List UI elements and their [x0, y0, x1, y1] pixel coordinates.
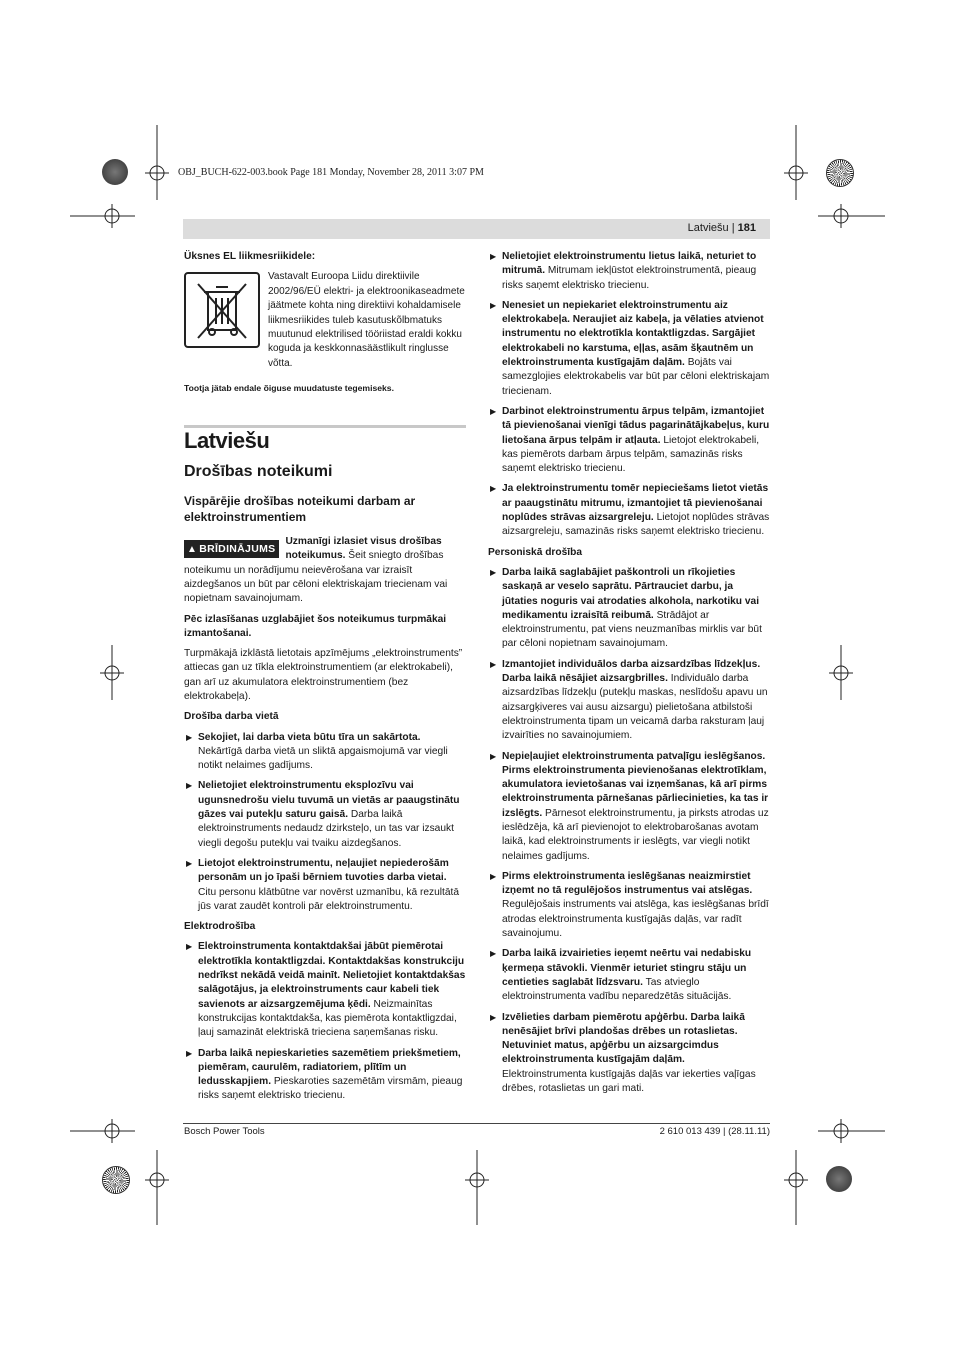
triangle-right-icon: ▶ [186, 732, 193, 742]
registration-mark-icon [70, 204, 135, 228]
list-item [488, 299, 770, 399]
item-text: Neizmainītas konstrukcijas kontaktdakša, kas piemērota kontaktligzdai, ļauj samazināt elektriskā trieciena saņemšanas risku. [198, 998, 457, 1039]
keep-instructions: Pēc izlasīšanas uzglabājiet šos noteikumus turpmākai izmantošanai. [184, 613, 447, 639]
registration-mark-icon [784, 1150, 808, 1225]
registration-mark-icon [145, 125, 169, 200]
footer-doc-number: 2 610 013 439 | (28.11.11) [659, 1126, 770, 1137]
item-bold: Nelietojiet elektroinstrumentu eksplozīvu vai ugunsnedrošu vielu tuvumā un vietās ar paaugstinātu gāzes vai putekļu saturu gaisā. [198, 780, 460, 821]
item-text: Citu personu klātbūtne var novērst uzmanību, kā rezultātā jūs varat zaudēt kontroli pār elektroinstrumentu. [198, 886, 460, 912]
list-item [184, 779, 466, 850]
item-text: Elektroinstrumenta kustīgajās daļās var iekerties vaļīgas drēbes, rotaslietas un gari mati. [502, 1068, 756, 1095]
triangle-right-icon: ▶ [490, 659, 497, 669]
item-text: Mitrumam iekļūstot elektroinstrumentā, pieaug risks saņemt elektrisko triecienu. [502, 265, 757, 291]
language-title: Latviešu [184, 428, 270, 454]
item-text: Pieskaroties sazemētām virsmām, pieaug risks saņemt elektrisko triecienu. [198, 1076, 463, 1102]
list-item [488, 482, 770, 539]
safety-title: Drošības noteikumi [184, 462, 333, 480]
triangle-right-icon: ▶ [186, 858, 193, 868]
item-text: Darba laikā elektroinstruments nedaudz dzirksteļo, un tas var izsaukt viegli degošu putekļu vai tvaiku aizdegšanos. [198, 809, 454, 849]
item-text: Bojāts vai samezglojies elektrokabelis var būt par cēloni elektriskajam triecienam. [502, 357, 770, 397]
crossed-out-wheelie-bin-icon [184, 272, 260, 348]
item-bold: Izmantojiet individuālos darba aizsardzības līdzekļus. Darba laikā nēsājiet aizsargbrilles. [502, 658, 761, 685]
item-bold: Sekojiet, lai darba vieta būtu tīra un sakārtota. [198, 731, 421, 743]
right-column [488, 250, 770, 1102]
item-bold: Ja elektroinstrumentu tomēr nepieciešams lietot vietās ar paaugstinātu mitrumu, izmantojiet tā pievienošanai noplūdes strāvas aizsargreleju. [502, 483, 769, 524]
item-bold: Izvēlieties darbam piemērotu apģērbu. Darba laikā nenēsājiet brīvi plandošas drēbes un rotaslietas. Netuviniet matus, apģērbu un aizsargcimdus elektroinstrumenta kustīgajām daļām. [502, 1011, 745, 1066]
list-item [184, 940, 466, 1040]
list-item [488, 405, 770, 476]
warning-badge [184, 540, 279, 558]
item-text: Strādājot ar elektroinstrumentu, pat viens neuzmanības mirklis var būt par cēloni nopietnam savainojumam. [502, 609, 762, 650]
item-bold: Elektroinstrumenta kontaktdakšai jābūt piemērotai elektrotīkla kontaktligzdai. Kontaktdakšas konstrukciju nedrīkst nekādā veidā mainīt. Nelietojiet kontaktdakšas salāgotājus, ja elektroinstruments caur kabeli tiek savienots ar aizsargzemējuma ķēdi. [198, 941, 466, 1010]
item-bold: Darba laikā izvairieties ieņemt neērtu vai nedabisku ķermeņa stāvokli. Vienmēr ieturiet stingru stāju un centieties saglabāt līdzsvaru. [502, 948, 752, 988]
registration-mark-icon [818, 204, 885, 228]
registration-mark-icon [100, 645, 124, 700]
item-bold: Nepieļaujiet elektroinstrumenta patvaļīgu ieslēgšanos. Pirms elektroinstrumenta pievienošanas elektrotīklam, akumulatora ievietošanas vai izņemšanas, kā arī pirms elektroinstrumenta pārnešanas pārliecinieties, ka tas ir izslēgts. [502, 750, 769, 819]
triangle-right-icon: ▶ [490, 1012, 497, 1022]
list-item [488, 870, 770, 941]
item-text: Lietojot elektrokabeli, kas piemērots darbam ārpus telpām, samazinās risks saņemt elektrisko triecienu. [502, 434, 760, 475]
list-item [488, 250, 770, 293]
item-text: Nekārtīgā darba vietā un sliktā apgaismojumā var viegli notikt nelaimes gadījums. [198, 745, 448, 772]
warning-triangle-icon: ▲ [187, 544, 198, 556]
list-item [488, 566, 770, 652]
registration-mark-icon [465, 1150, 489, 1225]
item-bold: Nelietojiet elektroinstrumentu lietus laikā, neturiet to mitrumā. [502, 251, 757, 277]
triangle-right-icon: ▶ [490, 300, 497, 310]
footer-brand: Bosch Power Tools [184, 1126, 265, 1137]
workplace-list [184, 731, 466, 915]
triangle-right-icon: ▶ [490, 751, 497, 761]
triangle-right-icon: ▶ [490, 252, 497, 261]
triangle-right-icon: ▶ [490, 567, 497, 577]
warning-text: Šeit sniegto drošības noteikumu un norādījumu neievērošana var izraisīt aizdegšanos un būt par cēloni elektriskajam triecienam vai nopietnam savainojumam. [184, 550, 448, 605]
page-number: 181 [737, 222, 756, 234]
electrical-title: Elektrodrošība [184, 921, 256, 933]
item-bold: Pirms elektroinstrumenta ieslēgšanas neaizmirstiet izņemt no tā regulējošos instrumentus vai atslēgas. [502, 870, 753, 897]
triangle-right-icon: ▶ [186, 1048, 193, 1058]
personal-list [488, 566, 770, 1096]
registration-mark-icon [145, 1150, 169, 1225]
eco-text: Vastavalt Euroopa Liidu direktiivile 2002/96/EÜ elektri- ja elektroonikaseadmete jäätmete kohta ning direktiivi kohaldamisele liikmesriikides tuleb kasutuskõlbmatuks muutunud elektrilised tööriistad eraldi kokku koguda ja keskkonnasäästlikult ringlusse võtta. [268, 271, 465, 369]
page-header-bar [183, 219, 770, 239]
item-bold: Darbinot elektroinstrumentu ārpus telpām, izmantojiet tā pievienošanai vienīgi tādus pagarinātājkabeļus, kuru lietošana ārpus telpām ir atļauta. [502, 405, 770, 446]
item-text: Regulējošais instruments vai atslēga, kas ieslēgšanas brīdī atrodas elektroinstrumenta kustīgajās daļās, var radīt savainojumu. [502, 899, 769, 940]
triangle-right-icon: ▶ [490, 484, 497, 494]
warning-badge-label: BRĪDINĀJUMS [199, 543, 276, 556]
list-item [488, 1011, 770, 1097]
eco-block [184, 270, 466, 371]
triangle-right-icon: ▶ [186, 942, 193, 952]
registration-mark-icon [829, 645, 853, 700]
disclaimer: Tootja jätab endale õiguse muudatuste tegemiseks. [184, 383, 394, 394]
term-definition: Turpmākajā izklāstā lietotais apzīmējums „elektroinstruments” attiecas gan uz tīkla elektroinstrumentiem (ar elektrokabeli), gan arī uz akumulatora elektroinstrumentiem (bez elektrokabeļa). [184, 648, 463, 702]
header-language: Latviešu [687, 222, 729, 234]
list-item [184, 857, 466, 914]
eco-heading: Üksnes EL liikmesriikidele: [184, 251, 316, 262]
list-item [488, 750, 770, 864]
personal-safety-title: Personiskā drošība [488, 546, 582, 558]
registration-mark-icon [70, 1119, 135, 1143]
electrical-list [184, 940, 466, 1103]
item-text: Lietojot noplūdes strāvas aizsargreleju, samazinās risks saņemt elektrisko triecienu. [502, 512, 770, 538]
item-bold: Darba laikā saglabājiet paškontroli un rīkojieties saskaņā ar veselo saprātu. Pārtrauciet darbu, ja jūtaties noguris vai atrodaties alkohola, narkotiku vai medikamentu izraisītā reibumā. [502, 566, 760, 621]
footer-rule [183, 1123, 770, 1124]
warning-paragraph [184, 535, 466, 606]
item-text: Pārnesot elektroinstrumentu, ja pirksts atrodas uz ieslēdzēja, kā arī pievienojot to elektrobarošanas avotam laikā, kad elektroinstruments ir ieslēgts, var viegli notikt nelaimes gadījums. [502, 807, 769, 862]
warning-bold: Uzmanīgi izlasiet visus drošības noteikumus. [285, 536, 442, 562]
triangle-right-icon: ▶ [490, 949, 497, 959]
item-text: Tas atvieglo elektroinstrumenta vadību neparedzētās situācijās. [502, 976, 732, 1003]
workplace-title: Drošība darba vietā [184, 711, 279, 723]
item-bold: Nenesiet un nepiekariet elektroinstrumentu aiz elektrokabeļa. Neraujiet aiz kabeļa, ja vēlaties atvienot instrumentu no elektrotīkla kontaktligzdas. Sargājiet elektrokabeli no karstuma, eļļas, asām šķautnēm un elektroinstrumenta kustīgajām daļām. [502, 299, 764, 369]
page-header: Latviešu | 181 [687, 222, 756, 234]
electrical-list-continued [488, 250, 770, 540]
item-text: Individuālo darba aizsardzības līdzekļu (putekļu maskas, neslīdošu apavu un aizsargķiveres vai ausu aizsargu) pielietošana atbilstoši elektroinstrumenta tipam un veicamā darba raksturam ļauj izvairīties no savainojumiem. [502, 673, 768, 742]
triangle-right-icon: ▶ [490, 406, 497, 416]
item-bold: Darba laikā nepieskarieties sazemētiem priekšmetiem, piemēram, caurulēm, radiatoriem, plītīm un ledusskapjiem. [198, 1047, 461, 1088]
list-item [488, 947, 770, 1004]
registration-mark-icon [818, 1119, 885, 1143]
registration-mark-icon [784, 125, 808, 200]
print-slug: OBJ_BUCH-622-003.book Page 181 Monday, November 28, 2011 3:07 PM [178, 167, 484, 178]
left-column [184, 250, 466, 1110]
list-item [488, 658, 770, 744]
general-safety-title: Vispārējie drošības noteikumi darbam ar elektroinstrumentiem [184, 494, 416, 525]
list-item [184, 731, 466, 774]
triangle-right-icon: ▶ [490, 871, 497, 881]
list-item [184, 1047, 466, 1104]
item-bold: Lietojot elektroinstrumentu, neļaujiet nepiederošām personām un jo īpaši bērniem tuvoties darba vietai. [198, 857, 449, 884]
triangle-right-icon: ▶ [186, 781, 193, 791]
